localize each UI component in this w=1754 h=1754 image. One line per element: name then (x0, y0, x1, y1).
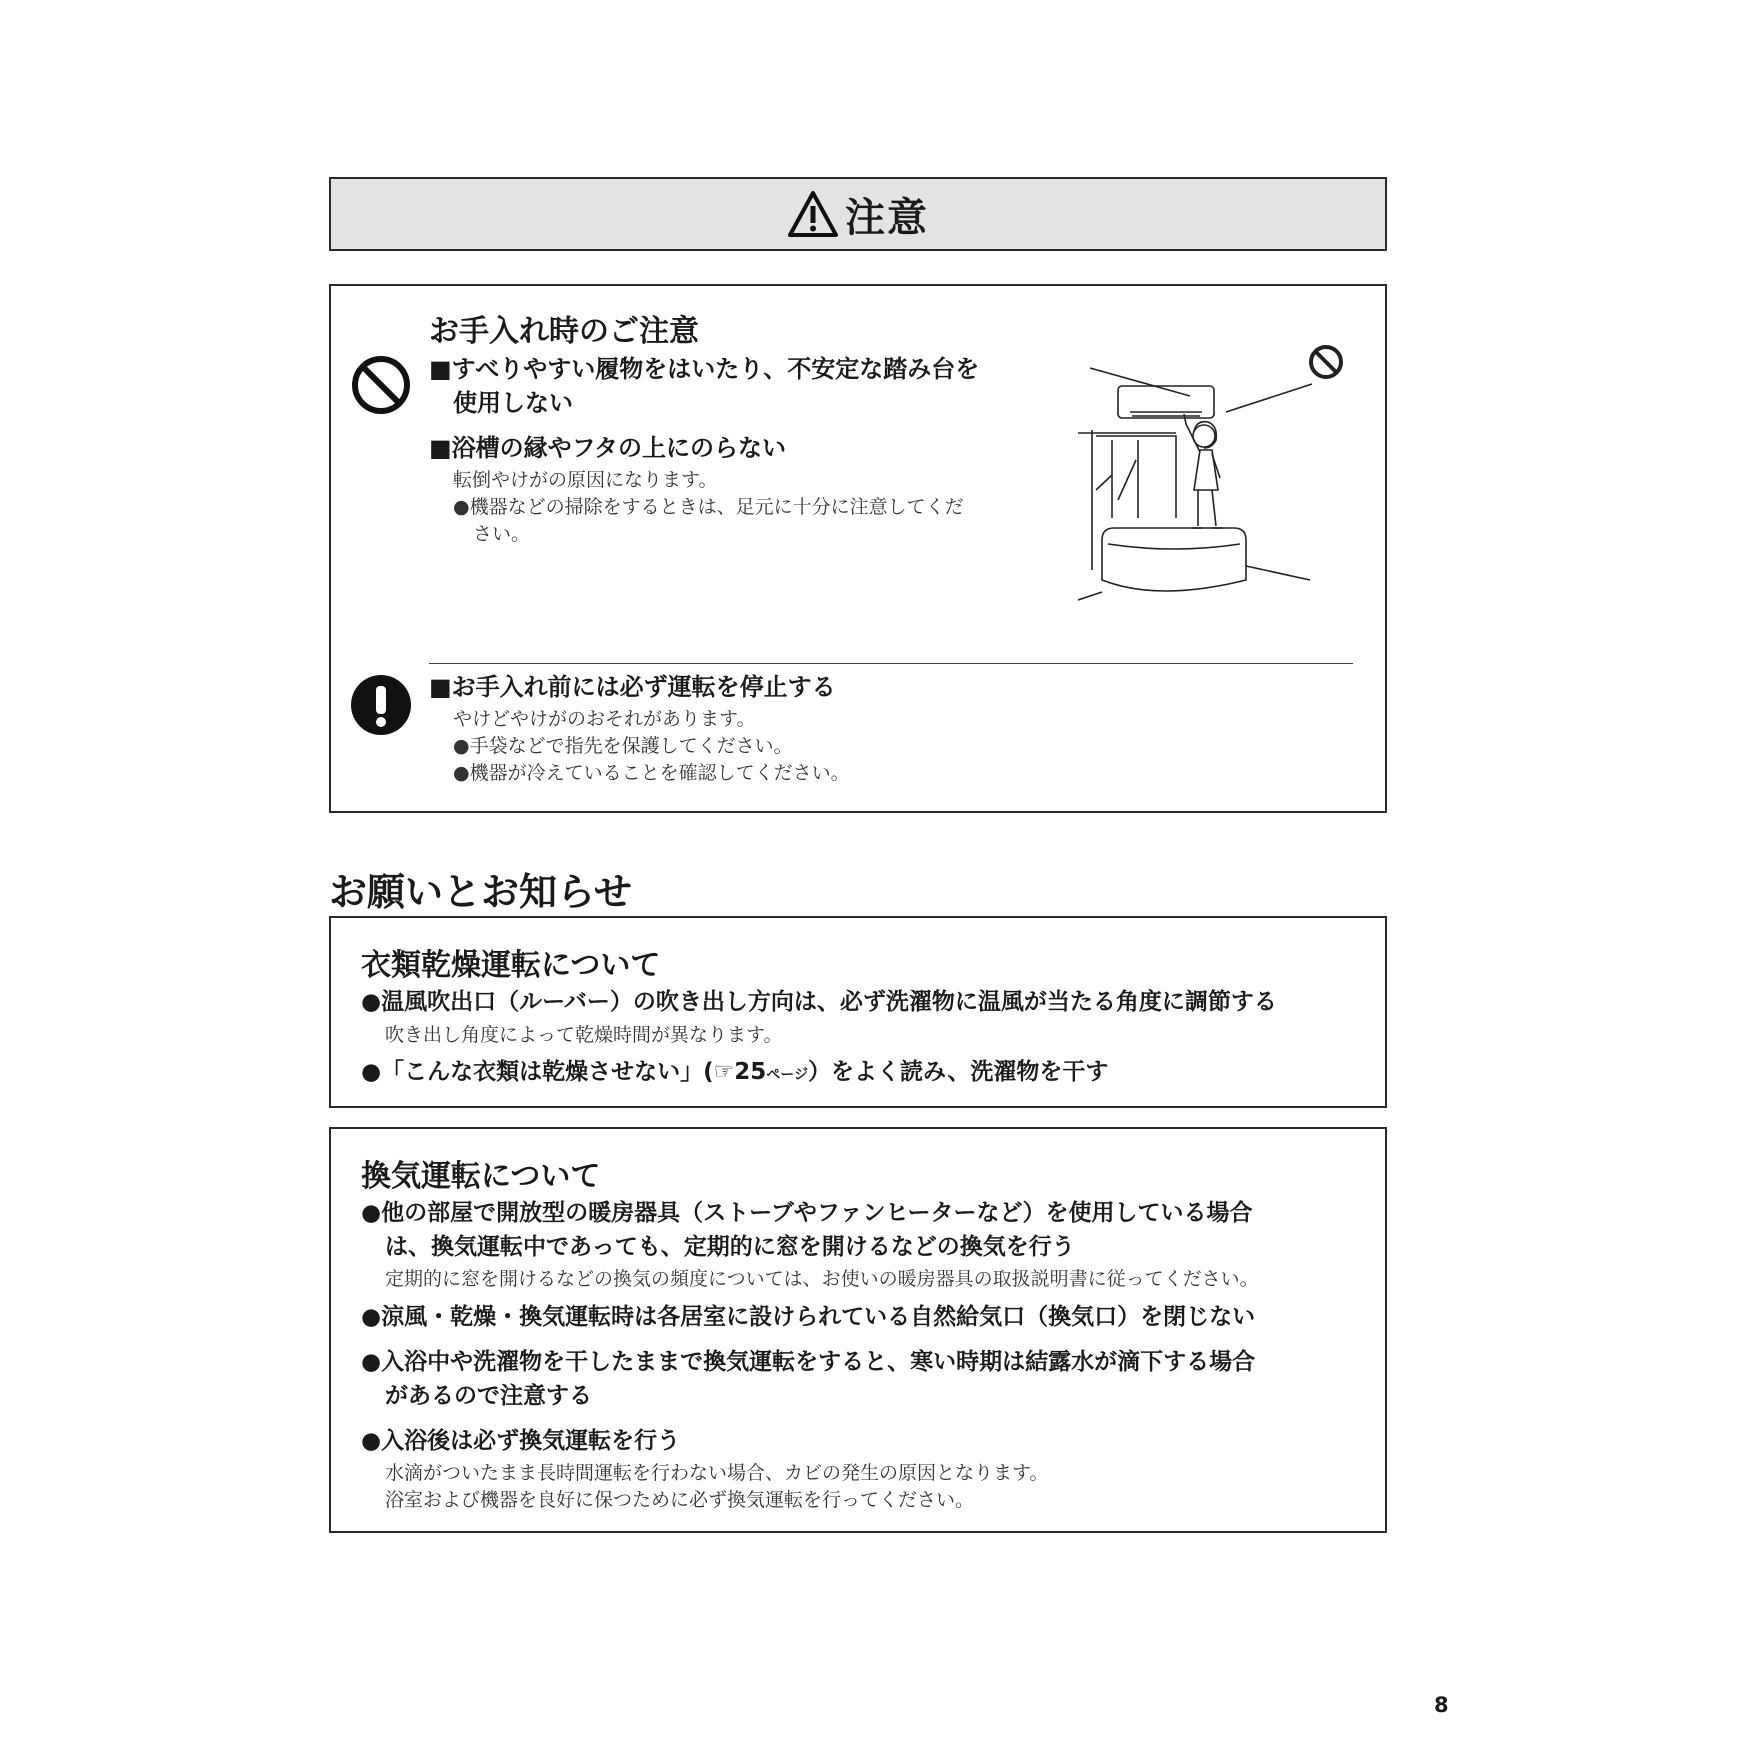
prohibition-icon (351, 355, 411, 415)
care-item-slippery-cont: 使用しない (453, 389, 573, 417)
drying-heading: 衣類乾燥運転について (361, 948, 661, 983)
page-reference-link[interactable]: ☞25 (713, 1059, 767, 1085)
drying-item-reference (361, 1055, 1108, 1092)
vent-note-mold: 水滴がついたまま長時間運転を行わない場合、カビの発生の原因となります。 (385, 1462, 1049, 1484)
caution-banner (329, 177, 1387, 251)
vent-item-after-bath: ●入浴後は必ず換気運転を行う (361, 1428, 681, 1454)
vent-item-condensation-cont: があるので注意する (385, 1383, 592, 1409)
vent-item-air-inlet: ●涼風・乾燥・換気運転時は各居室に設けられている自然給気口（換気口）を閉じない (361, 1304, 1256, 1330)
care-divider (429, 663, 1353, 664)
care-item-slippery: ■すべりやすい履物をはいたり、不安定な踏み台を (429, 355, 980, 383)
prohibition-icon-small (1311, 347, 1341, 377)
vent-note-window: 定期的に窓を開けるなどの換気の頻度については、お使いの暖房器具の取扱説明書に従ってください。 (385, 1268, 1259, 1290)
drying-note-time: 吹き出し角度によって乾燥時間が異なります。 (385, 1024, 783, 1046)
mandatory-action-icon (350, 674, 412, 736)
care-note-burn: やけどやけがのおそれがあります。 (453, 708, 756, 730)
care-note-fall: 転倒やけがの原因になります。 (453, 469, 718, 491)
drying-item-louver: ●温風吹出口（ルーバー）の吹き出し方向は、必ず洗濯物に温風が当たる角度に調節する (361, 989, 1277, 1015)
page-reference-unit: ページ (766, 1067, 808, 1083)
warning-triangle-icon (787, 190, 839, 238)
care-bullet-footing: ●機器などの掃除をするときは、足元に十分に注意してくだ (453, 496, 964, 518)
page-number: 8 (1434, 1693, 1449, 1717)
care-heading: お手入れ時のご注意 (429, 314, 699, 349)
vent-item-heater-cont: は、換気運転中であっても、定期的に窓を開けるなどの換気を行う (385, 1234, 1075, 1260)
care-bullet-footing-cont: さい。 (473, 523, 531, 545)
vent-item-condensation: ●入浴中や洗濯物を干したままで換気運転をすると、寒い時期は結露水が滴下する場合 (361, 1349, 1256, 1375)
vent-item-heater: ●他の部屋で開放型の暖房器具（ストーブやファンヒーターなど）を使用している場合 (361, 1200, 1253, 1226)
vent-note-maintain: 浴室および機器を良好に保つために必ず換気運転を行ってください。 (385, 1489, 975, 1511)
drying-item-reference-pre: ●「こんな衣類は乾燥させない」( (361, 1059, 714, 1085)
ventilation-heading: 換気運転について (361, 1159, 601, 1194)
care-bullet-cool: ●機器が冷えていることを確認してください。 (453, 762, 850, 784)
care-bullet-gloves: ●手袋などで指先を保護してください。 (453, 735, 793, 757)
notices-title: お願いとお知らせ (329, 870, 632, 914)
care-item-stop: ■お手入れ前には必ず運転を停止する (429, 673, 836, 701)
care-item-bathtub: ■浴槽の縁やフタの上にのらない (429, 434, 786, 462)
bathroom-illustration (1078, 340, 1358, 608)
drying-item-reference-post: ）をよく読み、洗濯物を干す (807, 1059, 1109, 1085)
caution-title: 注意 (845, 194, 929, 241)
